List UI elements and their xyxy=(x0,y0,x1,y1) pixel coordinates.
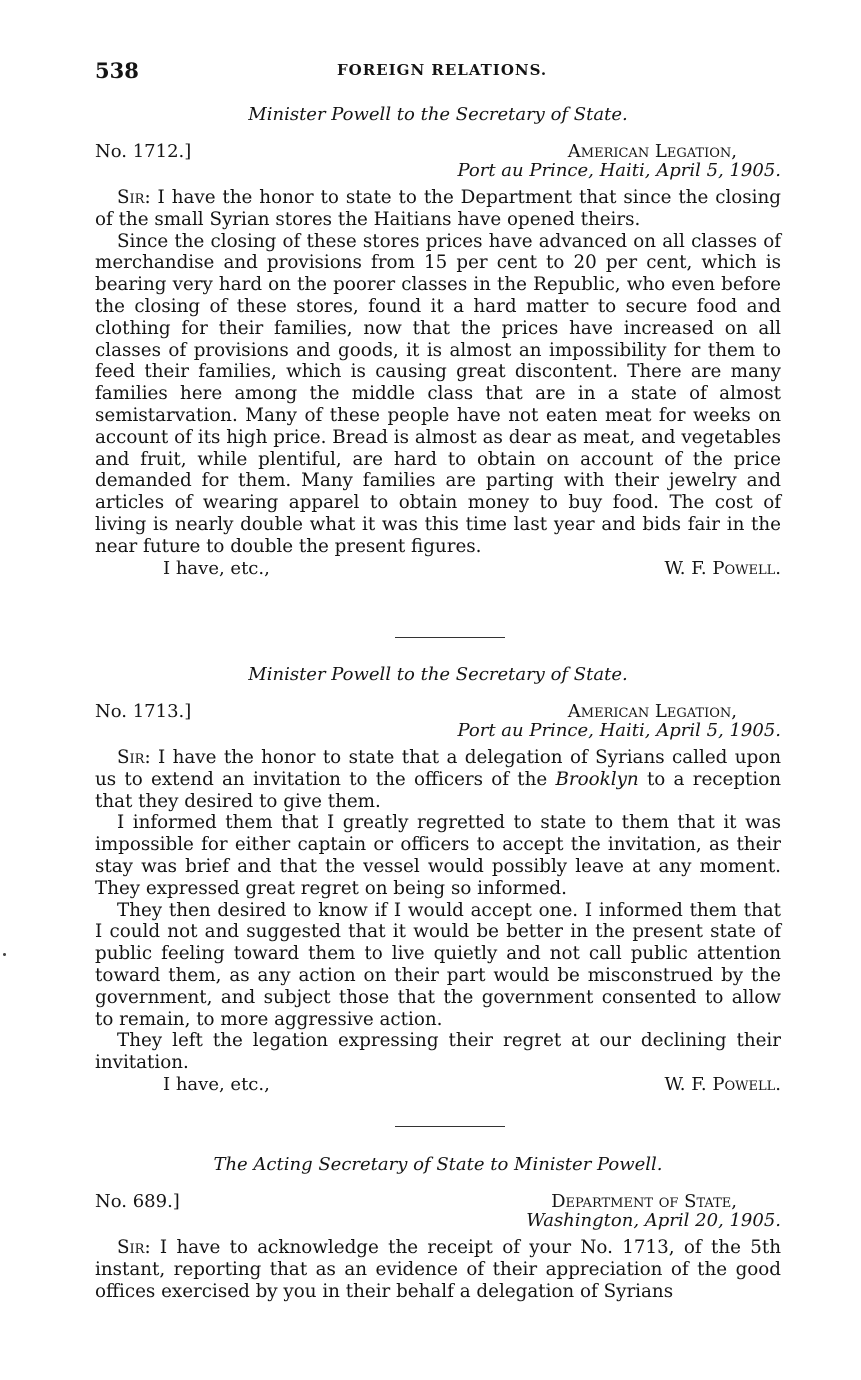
scan-mark xyxy=(3,953,6,956)
dispatch-number: No. 689.] xyxy=(95,1191,180,1212)
dispatch-number: No. 1713.] xyxy=(95,701,192,722)
paragraph-text: I have the honor to state to the Department that since the closing of the small Syrian stores the Haitians have opened theirs. xyxy=(95,187,781,230)
letter-title: Minister Powell to the Secretary of State. xyxy=(248,664,628,685)
letter-1712 xyxy=(95,103,781,582)
signature: W. F. Powell. xyxy=(664,557,781,579)
salutation: Sir: xyxy=(117,187,151,208)
letter-closing xyxy=(95,558,781,582)
letter-title: The Acting Secretary of State to Minister Powell. xyxy=(213,1154,663,1175)
salutation: Sir: xyxy=(117,1237,151,1258)
paragraph: I informed them that I greatly regretted to state to them that it was impossible for either captain or officers to accept the invitation, as their stay was brief and that the vessel would possibly leave at any moment. They expressed great regret on being so informed. xyxy=(95,812,781,899)
signature: W. F. Powell. xyxy=(664,1073,781,1095)
letter-meta xyxy=(95,701,781,745)
letter-meta xyxy=(95,141,781,185)
letter-body xyxy=(95,187,781,558)
letter-689 xyxy=(95,1153,781,1302)
sender-office: American Legation, xyxy=(567,701,737,722)
page-header xyxy=(95,58,781,82)
sender-office: American Legation, xyxy=(567,141,737,162)
paragraph-text: to a reception that they desired to give them. xyxy=(95,768,781,812)
place-date: Washington, April 20, 1905. xyxy=(526,1210,781,1231)
sender-office: Department of State, xyxy=(551,1191,737,1212)
paragraph xyxy=(95,747,781,812)
letter-title: Minister Powell to the Secretary of State. xyxy=(248,104,628,125)
letter-meta xyxy=(95,1191,781,1235)
salutation: Sir: xyxy=(117,747,151,768)
letter-1713 xyxy=(95,663,781,1098)
page-number: 538 xyxy=(95,58,139,83)
section-divider xyxy=(395,1126,505,1127)
letter-closing xyxy=(95,1074,781,1098)
paragraph: Since the closing of these stores prices have advanced on all classes of merchandise and provisions from 15 per cent to 20 per cent, which is bearing very hard on the poorer classes in the Republic, who even before the closing of these stores, found it a hard matter to secure food and clothing for their families, now that the prices have increased on all classes of provisions and goods, it is almost an impossibility for them to feed their families, which is causing great discontent. There are many families here among the middle class that are in a state of almost semistarvation. Many of these people have not eaten meat for weeks on account of its high price. Bread is almost as dear as meat, and vegetables and fruit, while plentiful, are hard to obtain on account of the price demanded for them. Many families are parting with their jewelry and articles of wearing apparel to obtain money to buy food. The cost of living is nearly double what it was this time last year and bids fair in the near future to double the present figures. xyxy=(95,230,781,557)
place-date: Port au Prince, Haiti, April 5, 1905. xyxy=(457,720,781,741)
paragraph xyxy=(95,1237,781,1302)
paragraph: They left the legation expressing their regret at our declining their invitation. xyxy=(95,1030,781,1074)
section-divider xyxy=(395,637,505,638)
complimentary-close: I have, etc., xyxy=(163,557,270,579)
paragraph xyxy=(95,187,781,231)
place-date: Port au Prince, Haiti, April 5, 1905. xyxy=(457,160,781,181)
paragraph-text: I have the honor to state that a delegation of Syrians called upon us to extend an invitation to the officers of the xyxy=(95,747,781,790)
letter-body xyxy=(95,747,781,1074)
running-head: FOREIGN RELATIONS. xyxy=(337,61,548,79)
complimentary-close: I have, etc., xyxy=(163,1073,270,1095)
paragraph: They then desired to know if I would accept one. I informed them that I could not and suggested that it would be better in the present state of public feeling toward them to live quietly and not call public attention toward them, as any action on their part would be misconstrued by the government, and subject those that the government consented to allow to remain, to more aggressive action. xyxy=(95,899,781,1030)
dispatch-number: No. 1712.] xyxy=(95,141,192,162)
ship-name: Brooklyn xyxy=(555,768,639,790)
paragraph-text: I have to acknowledge the receipt of your No. 1713, of the 5th instant, reporting that as an evidence of their appreciation of the good offices exercised by you in their behalf a delegation of Syrians xyxy=(95,1237,781,1302)
letter-body xyxy=(95,1237,781,1302)
